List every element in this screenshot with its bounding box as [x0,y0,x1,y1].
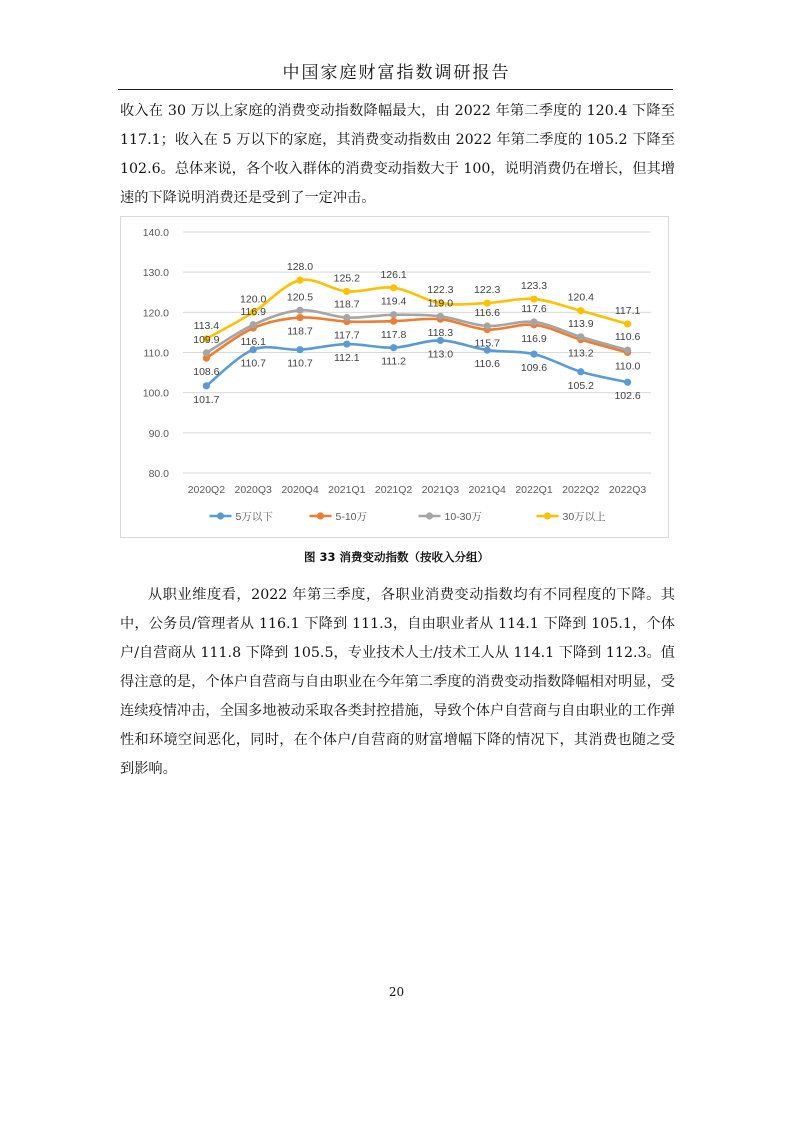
x-tick-label: 2020Q4 [281,484,319,496]
data-label: 119.4 [380,295,407,308]
legend-label: 5万以下 [235,511,273,523]
x-tick-label: 2022Q1 [515,484,553,496]
y-tick-label: 130.0 [142,267,169,280]
data-point [343,288,350,295]
data-label: 117.6 [521,302,547,315]
data-point [577,333,584,340]
data-point [624,379,631,386]
data-point [530,351,537,358]
data-point [343,314,350,321]
legend-marker [217,512,224,519]
x-tick-label: 2021Q1 [328,484,366,496]
data-point [390,311,397,318]
data-label: 118.7 [287,325,313,338]
data-label: 116.6 [474,306,500,319]
x-tick-label: 2020Q3 [234,484,272,496]
x-tick-label: 2021Q2 [374,484,413,496]
data-label: 113.4 [193,319,220,332]
legend-marker [426,512,433,519]
consumption-index-chart [120,216,669,538]
data-point [203,349,210,356]
legend-label: 5-10万 [335,511,368,523]
data-label: 117.7 [334,329,360,342]
data-label: 113.2 [568,347,594,360]
data-label: 110.0 [614,360,641,373]
chart-svg [121,217,668,537]
data-point [296,277,303,284]
data-label: 112.1 [334,352,360,365]
data-label: 110.7 [287,357,313,370]
data-label: 118.7 [334,298,360,311]
data-label: 126.1 [380,268,407,281]
x-tick-label: 2022Q3 [608,484,647,496]
data-label: 101.7 [193,393,220,406]
legend-label: 10-30万 [444,511,482,523]
data-point [530,318,537,325]
paragraph-income-summary: 收入在 30 万以上家庭的消费变动指数降幅最大，由 2022 年第二季度的 120.4 下降至 117.1；收入在 5 万以下的家庭，其消费变动指数由 2022 年第二季度的 105.2 下降至 102.6。总体来说，各个收入群体的消费变动指数大于 100，说明消费仍在增长，但其增速的下降说明消费还是受到了一定冲击。 [120,103,675,206]
data-label: 109.6 [520,362,548,375]
data-point [390,344,397,351]
y-tick-label: 140.0 [142,227,169,239]
data-label: 122.3 [427,284,454,297]
data-point [577,368,584,375]
data-label: 115.7 [474,337,500,350]
data-label: 116.9 [240,305,266,318]
y-tick-label: 110.0 [143,347,169,360]
y-tick-label: 100.0 [142,387,169,400]
data-label: 111.2 [381,355,406,368]
data-label: 109.9 [193,333,220,346]
y-tick-label: 120.0 [142,307,169,320]
data-point [390,284,397,291]
data-label: 113.0 [427,348,454,361]
legend-marker [544,512,551,519]
data-label: 113.9 [568,317,594,330]
data-label: 110.6 [474,358,500,371]
data-label: 102.6 [614,390,641,403]
data-label: 117.1 [614,304,641,317]
legend-label: 30万以上 [562,511,606,523]
data-point [296,307,303,314]
data-label: 110.6 [614,331,641,344]
data-label: 128.0 [286,261,314,274]
data-label: 125.2 [333,272,360,285]
data-point [624,346,631,353]
data-label: 105.2 [567,379,594,392]
data-label: 119.0 [427,297,454,310]
x-tick-label: 2021Q3 [421,484,460,496]
y-tick-label: 80.0 [148,468,169,480]
data-point [577,307,584,314]
data-label: 122.3 [474,284,501,297]
data-point [296,346,303,353]
paragraph-occupation-analysis: 从职业维度看，2022 年第三季度，各职业消费变动指数均有不同程度的下降。其中，公务员/管理者从 116.1 下降到 111.3，自由职业者从 114.1 下降到 105.1，个体户/自营商从 111.8 下降到 105.5，专业技术人士/技术工人从 114.1 下降到 112.3。值得注意的是，个体户自营商与自由职业在今年第二季度的消费变动指数降幅相对明显，受连续疫情冲击，全国多地被动采取各类封控措施，导致个体户自营商与自由职业的工作弹性和环境空间恶化，同时，在个体户/自营商的财富增幅下降的情况下，其消费也随之受到影响。 [120,587,675,777]
data-point [484,322,491,329]
header-divider [118,89,673,90]
data-label: 117.8 [380,329,407,342]
page-header-title: 中国家庭财富指数调研报告 [282,63,511,83]
data-label: 120.0 [240,293,267,306]
data-point [296,314,303,321]
data-label: 108.6 [193,366,220,379]
data-label: 120.4 [567,291,594,304]
data-point [203,382,210,389]
data-label: 118.3 [427,327,454,340]
x-tick-label: 2022Q2 [562,484,600,496]
data-label: 123.3 [520,280,548,293]
data-label: 116.1 [240,335,266,348]
data-point [250,321,257,328]
figure-caption: 图 33 消费变动指数（按收入分组） [303,550,489,564]
data-point [484,299,491,306]
data-point [390,318,397,325]
legend-marker [317,512,324,519]
data-point [437,313,444,320]
page-number: 20 [388,985,405,999]
data-point [530,295,537,302]
y-tick-label: 90.0 [148,427,169,440]
data-label: 120.5 [286,291,314,304]
data-label: 110.7 [240,357,266,370]
x-tick-label: 2021Q4 [468,484,506,496]
data-label: 116.9 [521,332,547,345]
data-point [624,320,631,327]
x-tick-label: 2020Q2 [187,484,226,496]
